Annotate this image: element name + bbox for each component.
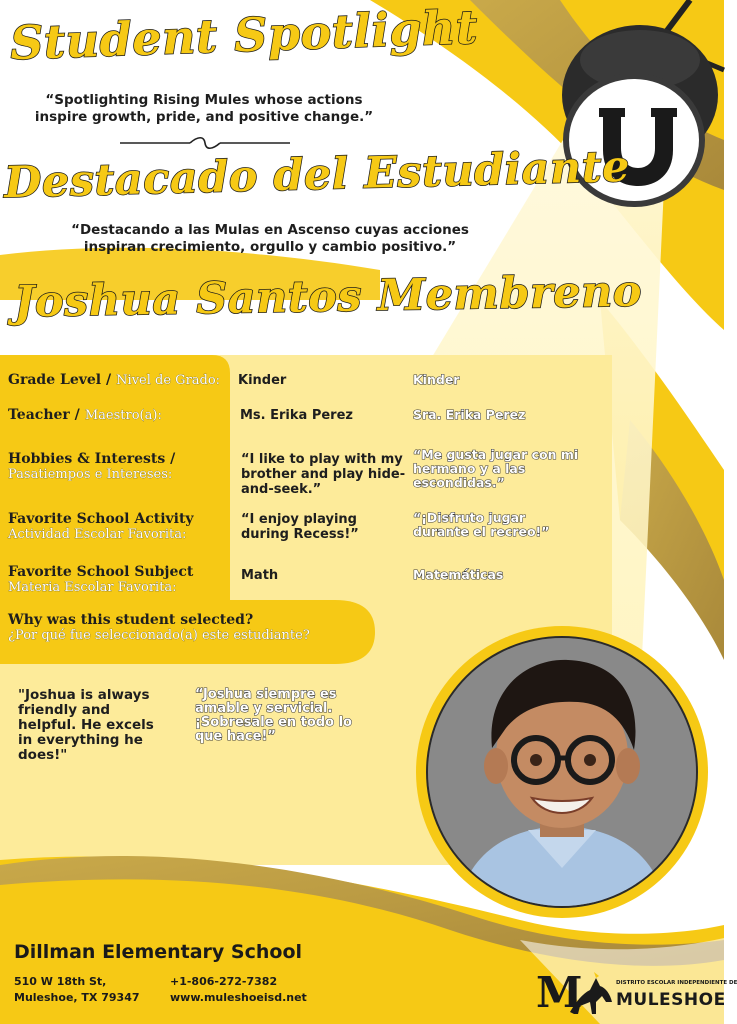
- quote-en-line-1: “Spotlighting Rising Mules whose actions: [45, 92, 363, 108]
- teacher-label: [8, 404, 162, 424]
- school-website-link[interactable]: www.muleshoeisd.net: [170, 991, 307, 1004]
- hobbies-label-es: Pasatiempos e Intereses:: [8, 467, 173, 482]
- district-logo: [536, 968, 737, 1020]
- district-line: DISTRITO ESCOLAR INDEPENDIENTE DE: [616, 980, 737, 986]
- subject-value-en: Math: [241, 568, 279, 583]
- quote-en: [14, 92, 394, 126]
- grade-label: [8, 369, 220, 389]
- quote-en-line-2: inspire growth, pride, and positive change.”: [34, 109, 374, 125]
- teacher-label-en: Teacher /: [8, 407, 80, 423]
- school-phone[interactable]: +1-806-272-7382: [170, 975, 278, 988]
- quote-es-line-1: “Destacando a las Mulas en Ascenso cuyas acciones: [71, 222, 469, 238]
- activity-value-es: “¡Disfruto jugar durante el recreo!”: [413, 510, 550, 539]
- teacher-value-es: Sra. Erika Perez: [413, 407, 526, 422]
- school-address: [14, 974, 140, 1006]
- quote-es-line-2: inspiran crecimiento, orgullo y cambio positivo.”: [83, 239, 457, 255]
- address-line-2: Muleshoe, TX 79347: [14, 991, 140, 1004]
- subject-value-es: Matemáticas: [413, 567, 504, 582]
- selection-question-en: Why was this student selected?: [8, 612, 254, 628]
- teacher-label-es: Maestro(a):: [84, 408, 162, 423]
- district-logo-letter: M: [536, 968, 583, 1017]
- selection-answer-es: “Joshua siempre es amable y servicial. ¡Sobresale en todo lo que hace!”: [195, 687, 352, 744]
- school-contact: [170, 974, 307, 1006]
- activity-label: [8, 511, 230, 543]
- selection-question: [8, 612, 373, 644]
- grade-value-es: Kinder: [413, 372, 460, 387]
- teacher-value-en: Ms. Erika Perez: [240, 408, 353, 423]
- hobbies-label-en: Hobbies & Interests /: [8, 451, 176, 467]
- hobbies-label: [8, 451, 223, 483]
- district-name: MULESHOE: [616, 990, 726, 1010]
- title-es: Destacado del Estudiante: [3, 141, 631, 209]
- grade-label-en: Grade Level /: [8, 372, 112, 388]
- grade-label-es: Nivel de Grado:: [116, 373, 221, 388]
- subject-label-en: Favorite School Subject: [8, 564, 194, 580]
- address-line-1: 510 W 18th St,: [14, 975, 107, 988]
- subject-label: [8, 564, 230, 596]
- quote-es: [20, 222, 520, 256]
- activity-value-en: “I enjoy playing during Recess!”: [241, 512, 359, 542]
- ornament-divider-icon: [120, 136, 290, 150]
- student-photo: [428, 638, 696, 906]
- hobbies-value-es: “Me gusta jugar con mi hermano y a las escondidas.”: [413, 447, 579, 490]
- school-name: Dillman Elementary School: [14, 941, 303, 963]
- grade-value-en: Kinder: [238, 373, 287, 388]
- activity-label-es: Actividad Escolar Favorita:: [8, 527, 187, 542]
- selection-answer-en: "Joshua is always friendly and helpful. He excels in everything he does!": [18, 687, 154, 763]
- subject-label-es: Materia Escolar Favorita:: [8, 580, 177, 595]
- hobbies-value-en: “I like to play with my brother and play hide-and-seek.”: [241, 452, 406, 497]
- activity-label-en: Favorite School Activity: [8, 511, 194, 527]
- selection-question-es: ¿Por qué fue seleccionado(a) este estudiante?: [8, 628, 310, 643]
- mule-logo-icon: [566, 972, 616, 1018]
- student-name: Joshua Santos Membreno: [13, 266, 643, 328]
- title-en: Student Spotlight: [9, 0, 479, 71]
